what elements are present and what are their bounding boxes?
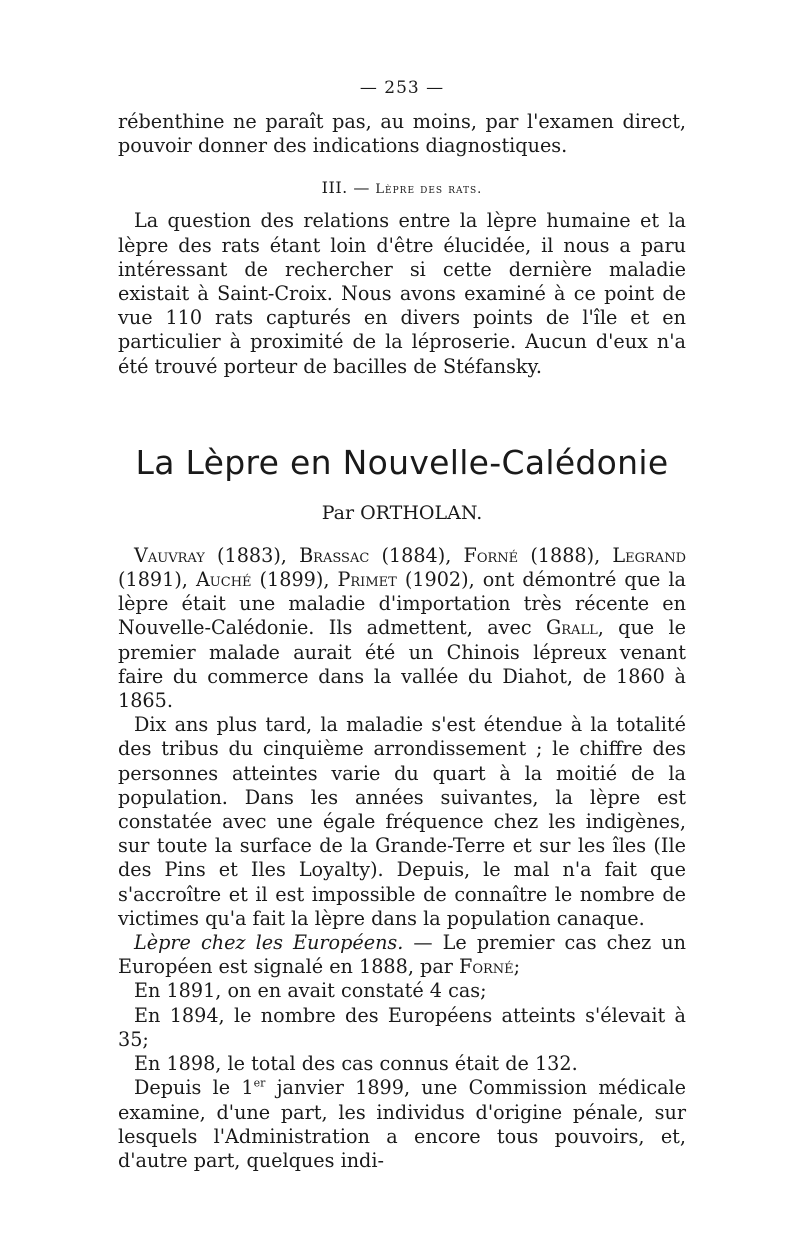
paragraph-text: , que le premier malade aurait été un Chinois lépreux venant faire du commerce dans la vallée du Diahot, de 1860 à 1865. — [118, 616, 686, 713]
section-title: Lèpre des rats. — [375, 182, 483, 198]
article-paragraph-3 — [118, 931, 686, 979]
article-paragraph-4: En 1891, on en avait constaté 4 cas; — [134, 979, 487, 1003]
article-paragraph-7 — [118, 1076, 686, 1173]
paragraph-text: Depuis le 1 — [134, 1076, 254, 1100]
paragraph-text: (1883), — [204, 543, 300, 567]
article-paragraph-2: Dix ans plus tard, la maladie s'est étendue à la totalité des tribus du cinquième arrondissement ; le chiffre des personnes atteintes varie du quart à la moitié de la population. Dans les années suivantes, la lèpre est constatée avec une égale fréquence chez les indigènes, sur toute la surface de la Grande-Terre et sur les îles (Ile des Pins et Iles Loyalty). Depuis, le mal n'a fait que s'accroître et il est impossible de connaître le nombre de victimes qu'a fait la lèpre dans la population canaque. — [118, 713, 686, 930]
author-ref: Brassac — [299, 543, 370, 567]
paragraph-text: — Le premier cas chez un Européen est signalé en 1888, par — [118, 931, 686, 979]
paragraph-text: (1891), — [118, 568, 196, 592]
article-title: La Lèpre en Nouvelle-Calédonie — [135, 442, 669, 482]
author-name: ORTHOLAN. — [360, 501, 483, 524]
paragraph-text: (1888), — [518, 543, 613, 567]
author-ref: Primet — [337, 568, 397, 592]
paragraph-text: ; — [513, 955, 521, 979]
article-paragraph-5: En 1894, le nombre des Européens atteints s'élevait à 35; — [118, 1003, 686, 1051]
author-ref: Auché — [195, 568, 252, 592]
author-ref: Legrand — [612, 543, 686, 567]
paragraph-text: (1902), ont démontré que la lèpre était une maladie d'importation très récente en Nouvelle-Calédonie. Ils admettent, avec — [118, 568, 686, 640]
author-ref: Forné — [459, 955, 514, 979]
paragraph-text: (1899), — [251, 568, 338, 592]
paragraph-text: janvier 1899, une Commission médicale examine, d'une part, les individus d'origine pénale, sur lesquels l'Administration a encore tous pouvoirs, et, d'autre part, quelques indi- — [118, 1076, 687, 1172]
section-heading-iii — [118, 178, 686, 197]
section-numeral: III. — [321, 178, 348, 198]
page-number: — 253 — — [359, 78, 445, 98]
article-paragraph-1 — [118, 544, 686, 713]
author-ref: Grall — [545, 616, 598, 640]
article-paragraph-6: En 1898, le total des cas connus était de 132. — [134, 1052, 578, 1076]
author-ref: Vauvray — [134, 543, 205, 567]
byline-prefix: Par — [321, 501, 355, 524]
byline — [118, 502, 686, 524]
author-ref: Forné — [463, 543, 519, 567]
paragraph-text: (1884), — [369, 543, 464, 567]
previous-section-ending: rébenthine ne paraît pas, au moins, par l'examen direct, pouvoir donner des indications diagnostiques. — [118, 110, 686, 158]
superscript: er — [253, 1076, 266, 1090]
section-dash: — — [353, 178, 370, 198]
subheading-italic: Lèpre chez les Européens. — [134, 931, 404, 955]
section-iii-paragraph: La question des relations entre la lèpre humaine et la lèpre des rats étant loin d'être élucidée, il nous a paru intéressant de rechercher si cette dernière maladie existait à Saint-Croix. Nous avons examiné à ce point de vue 110 rats capturés en divers points de l'île et en particulier à proximité de la léproserie. Aucun d'eux n'a été trouvé porteur de bacilles de Stéfansky. — [118, 209, 686, 378]
document-page — [118, 78, 686, 1173]
